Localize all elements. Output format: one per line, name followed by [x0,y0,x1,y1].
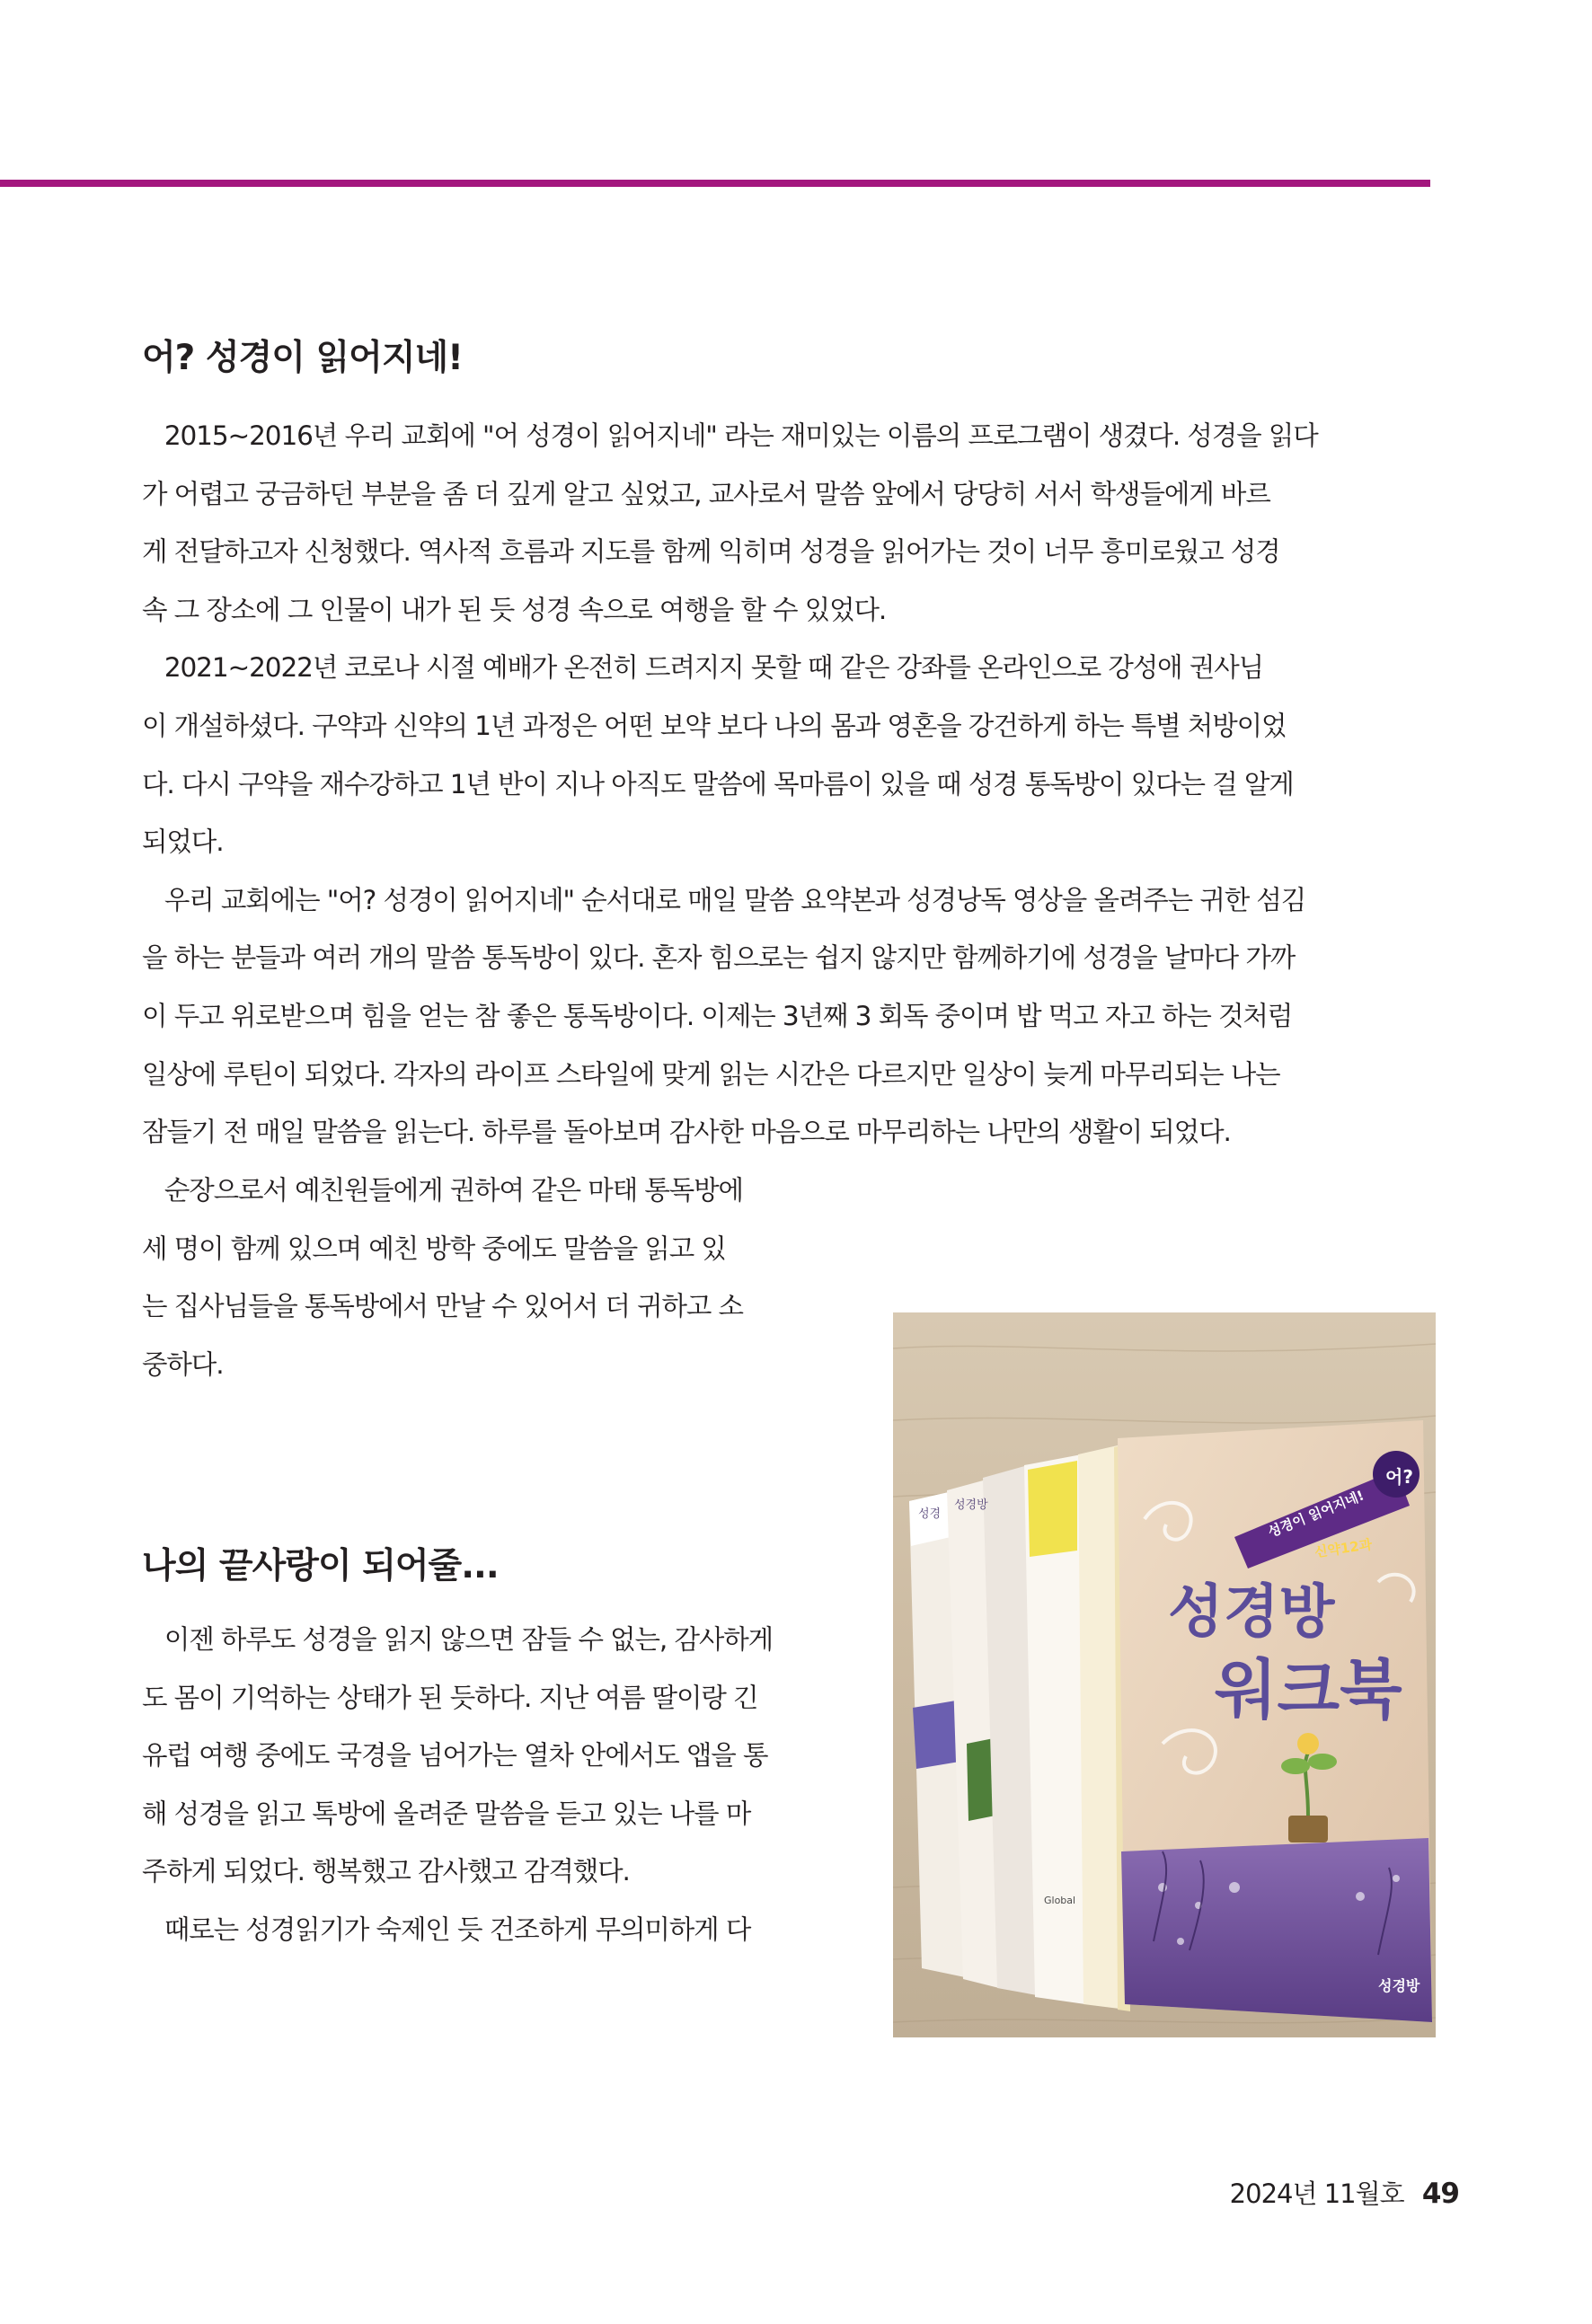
badge-top: 어? [1385,1466,1413,1488]
text-line: 도 몸이 기억하는 상태가 된 듯하다. 지난 여름 딸이랑 긴 [142,1682,758,1713]
issue-label: 2024년 11월호 [1229,2178,1404,2209]
text-line: 세 명이 함께 있으며 예친 방학 중에도 말씀을 읽고 있 [142,1233,726,1264]
text-line: 이 두고 위로받으며 힘을 얻는 참 좋은 통독방이다. 이제는 3년째 3 회독 중이며 밥 먹고 자고 하는 것처럼 [142,1000,1293,1031]
workbook-photo [893,1312,1436,2037]
text-line: 때로는 성경읽기가 숙제인 듯 건조하게 무의미하게 다 [142,1913,751,1945]
text-line: 다. 다시 구약을 재수강하고 1년 반이 지나 아직도 말씀에 목마름이 있을 때 성경 통독방이 있다는 걸 알게 [142,768,1294,800]
spine-label: 성경 [918,1507,942,1521]
text-line: 잠들기 전 매일 말씀을 읽는다. 하루를 돌아보며 감사한 마음으로 마무리하는 나만의 생활이 되었다. [142,1117,1231,1148]
text-line: 2015~2016년 우리 교회에 "어 성경이 읽어지네" 라는 재미있는 이름의 프로그램이 생겼다. 성경을 읽다 [142,420,1318,451]
section-1-body [142,407,1436,1162]
text-line: 일상에 루틴이 되었다. 각자의 라이프 스타일에 맞게 읽는 시간은 다르지만 일상이 늦게 마무리되는 나는 [142,1058,1280,1090]
text-line: 가 어렵고 궁금하던 부분을 좀 더 깊게 알고 싶었고, 교사로서 말씀 앞에서 당당히 서서 학생들에게 바르 [142,478,1270,509]
text-line: 유럽 여행 중에도 국경을 넘어가는 열차 안에서도 앱을 통 [142,1740,768,1772]
text-line: 되었다. [142,826,224,858]
text-line: 해 성경을 읽고 톡방에 올려준 말씀을 듣고 있는 나를 마 [142,1798,751,1829]
text-line: 을 하는 분들과 여러 개의 말씀 통독방이 있다. 혼자 힘으로는 쉽지 않지만 함께하기에 성경을 날마다 가까 [142,942,1296,974]
text-line: 속 그 장소에 그 인물이 내가 된 듯 성경 속으로 여행을 할 수 있었다. [142,594,887,625]
text-line: 2021~2022년 코로나 시절 예배가 온전히 드려지지 못할 때 같은 강좌를 온라인으로 강성애 권사님 [142,652,1264,684]
section-2-body [142,1611,861,1959]
header-rule [0,180,1430,187]
badge-mid: 성경이 읽어지네! [1265,1487,1366,1541]
text-line: 중하다. [142,1348,224,1380]
workbook-illustration [893,1312,1436,2037]
book-title-line-2: 워크북 [1215,1652,1402,1728]
text-line: 게 전달하고자 신청했다. 역사적 흐름과 지도를 함께 익히며 성경을 읽어가는 것이 너무 흥미로웠고 성경 [142,536,1280,568]
text-line: 우리 교회에는 "어? 성경이 읽어지네" 순서대로 매일 말씀 요약본과 성경낭독 영상을 올려주는 귀한 섬김 [142,884,1306,915]
book-title-line-1: 성경방 [1168,1579,1335,1646]
section-heading-1: 어? 성경이 읽어지네! [142,338,463,378]
spine-label: 성경방 [954,1498,988,1512]
page-footer [1230,2174,1459,2211]
text-line: 는 집사님들을 통독방에서 만날 수 있어서 더 귀하고 소 [142,1291,743,1322]
text-line: 순장으로서 예친원들에게 권하여 같은 마태 통독방에 [142,1175,743,1206]
page-number: 49 [1421,2178,1459,2210]
front-book-cover [1118,1420,1432,2022]
book-publisher: 성경방 [1378,1977,1420,1994]
badge-bottom: 신약12과 [1313,1536,1374,1560]
spine-label: Global [1044,1895,1076,1906]
book-stack [909,1444,1130,2011]
text-line: 이젠 하루도 성경을 읽지 않으면 잠들 수 없는, 감사하게 [142,1624,774,1655]
section-1-continued [142,1162,861,1393]
text-line: 주하게 되었다. 행복했고 감사했고 감격했다. [142,1856,630,1887]
text-line: 이 개설하셨다. 구약과 신약의 1년 과정은 어떤 보약 보다 나의 몸과 영혼을 강건하게 하는 특별 처방이었 [142,710,1287,741]
section-heading-2: 나의 끝사랑이 되어줄... [142,1546,499,1586]
